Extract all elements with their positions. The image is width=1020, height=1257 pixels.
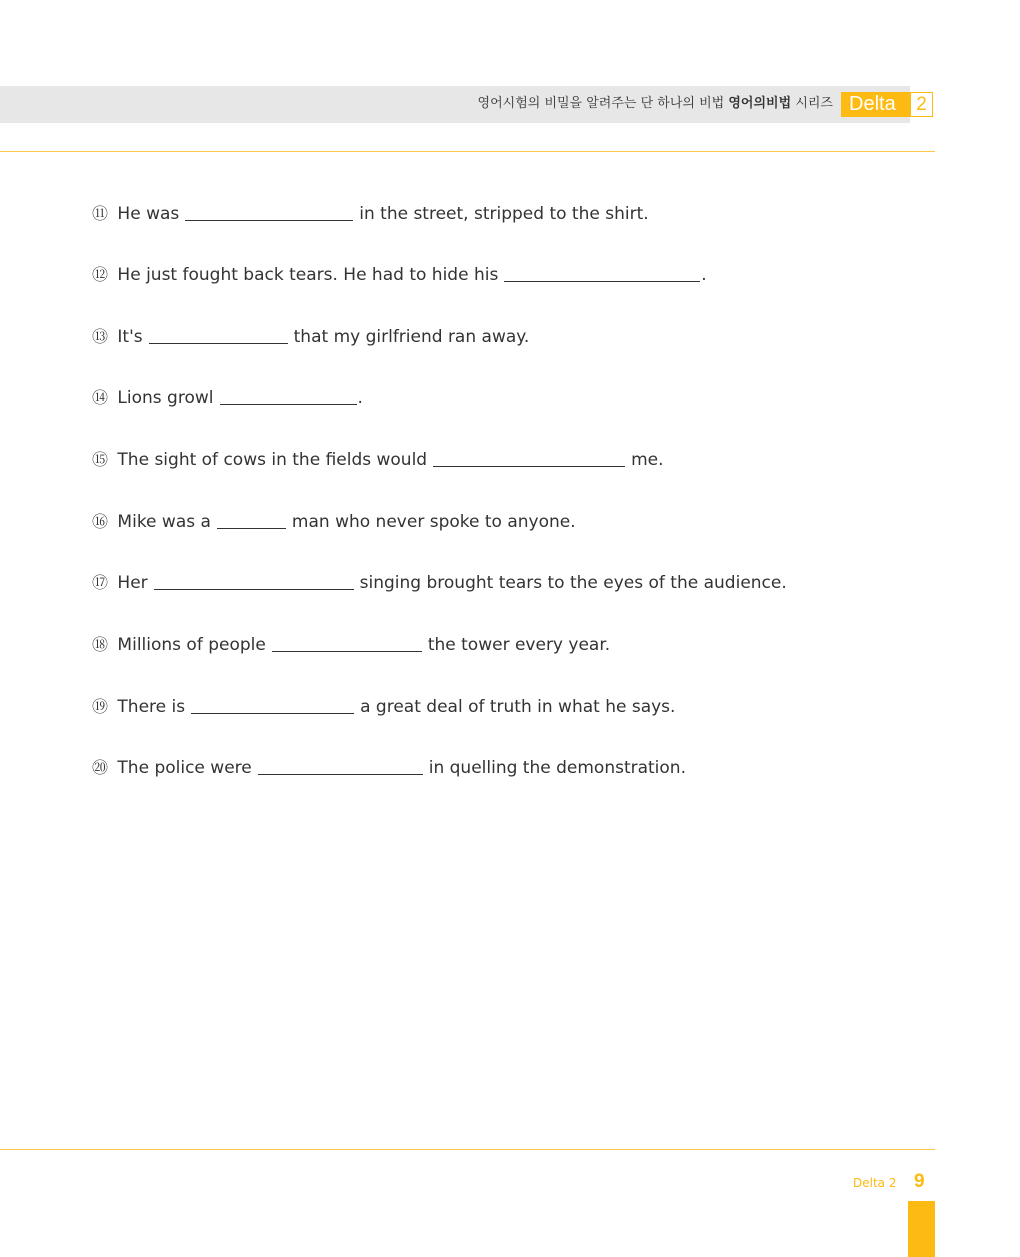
exercise-item-14	[92, 386, 363, 410]
answer-blank[interactable]	[504, 263, 700, 282]
header-divider	[0, 151, 935, 152]
exercise-item-16	[92, 510, 576, 534]
header-series-name: 영어의비법	[728, 96, 792, 111]
item-number: ⑫	[92, 265, 109, 284]
item-text-after: .	[357, 388, 363, 408]
answer-blank[interactable]	[185, 202, 353, 221]
item-number: ⑯	[92, 512, 109, 531]
answer-blank[interactable]	[217, 510, 286, 529]
exercise-item-19	[92, 695, 675, 719]
item-text-before: He just fought back tears. He had to hide his	[117, 265, 499, 285]
item-text-before: The sight of cows in the fields would	[117, 450, 428, 470]
exercise-item-18	[92, 633, 610, 657]
item-text-after: man who never spoke to anyone.	[291, 512, 576, 532]
exercise-item-20	[92, 756, 686, 780]
item-number: ⑱	[92, 635, 109, 654]
item-text-after: .	[701, 265, 707, 285]
answer-blank[interactable]	[258, 756, 423, 775]
exercise-item-12	[92, 263, 707, 287]
item-number: ⑲	[92, 697, 109, 716]
header-tagline: 영어시험의 비밀을 알려주는 단 하나의 비법	[477, 96, 725, 111]
item-text-before: It's	[117, 327, 143, 347]
item-number: ⑰	[92, 573, 109, 592]
level-badge: 2	[910, 92, 933, 117]
item-number: ⑪	[92, 204, 109, 223]
item-text-before: Her	[117, 573, 148, 593]
item-text-after: a great deal of truth in what he says.	[360, 697, 676, 717]
item-number: ⑳	[92, 758, 109, 777]
item-text-after: in quelling the demonstration.	[428, 758, 686, 778]
answer-blank[interactable]	[433, 448, 625, 467]
item-text-before: The police were	[117, 758, 252, 778]
header-series-text	[478, 95, 833, 113]
exercise-item-15	[92, 448, 664, 472]
item-number: ⑭	[92, 388, 109, 407]
exercise-item-17	[92, 571, 787, 595]
answer-blank[interactable]	[149, 325, 288, 344]
item-text-after: me.	[631, 450, 664, 470]
item-text-after: that my girlfriend ran away.	[293, 327, 530, 347]
page-edge-tab	[908, 1201, 935, 1257]
page-number: 9	[914, 1171, 925, 1192]
item-text-before: Mike was a	[117, 512, 211, 532]
item-text-after: in the street, stripped to the shirt.	[359, 204, 649, 224]
footer-divider	[0, 1149, 935, 1150]
footer-book-label: Delta 2	[853, 1176, 897, 1190]
answer-blank[interactable]	[272, 633, 422, 652]
item-text-before: He was	[117, 204, 180, 224]
item-text-after: the tower every year.	[427, 635, 611, 655]
item-number: ⑮	[92, 450, 109, 469]
answer-blank[interactable]	[220, 386, 357, 405]
item-text-before: Lions growl	[117, 388, 214, 408]
exercise-item-13	[92, 325, 529, 349]
header-series-suffix: 시리즈	[795, 96, 833, 111]
item-number: ⑬	[92, 327, 109, 346]
exercise-item-11	[92, 202, 649, 226]
brand-badge: Delta	[841, 92, 910, 117]
item-text-after: singing brought tears to the eyes of the audience.	[359, 573, 787, 593]
answer-blank[interactable]	[154, 571, 354, 590]
answer-blank[interactable]	[191, 695, 354, 714]
item-text-before: Millions of people	[117, 635, 266, 655]
item-text-before: There is	[117, 697, 186, 717]
